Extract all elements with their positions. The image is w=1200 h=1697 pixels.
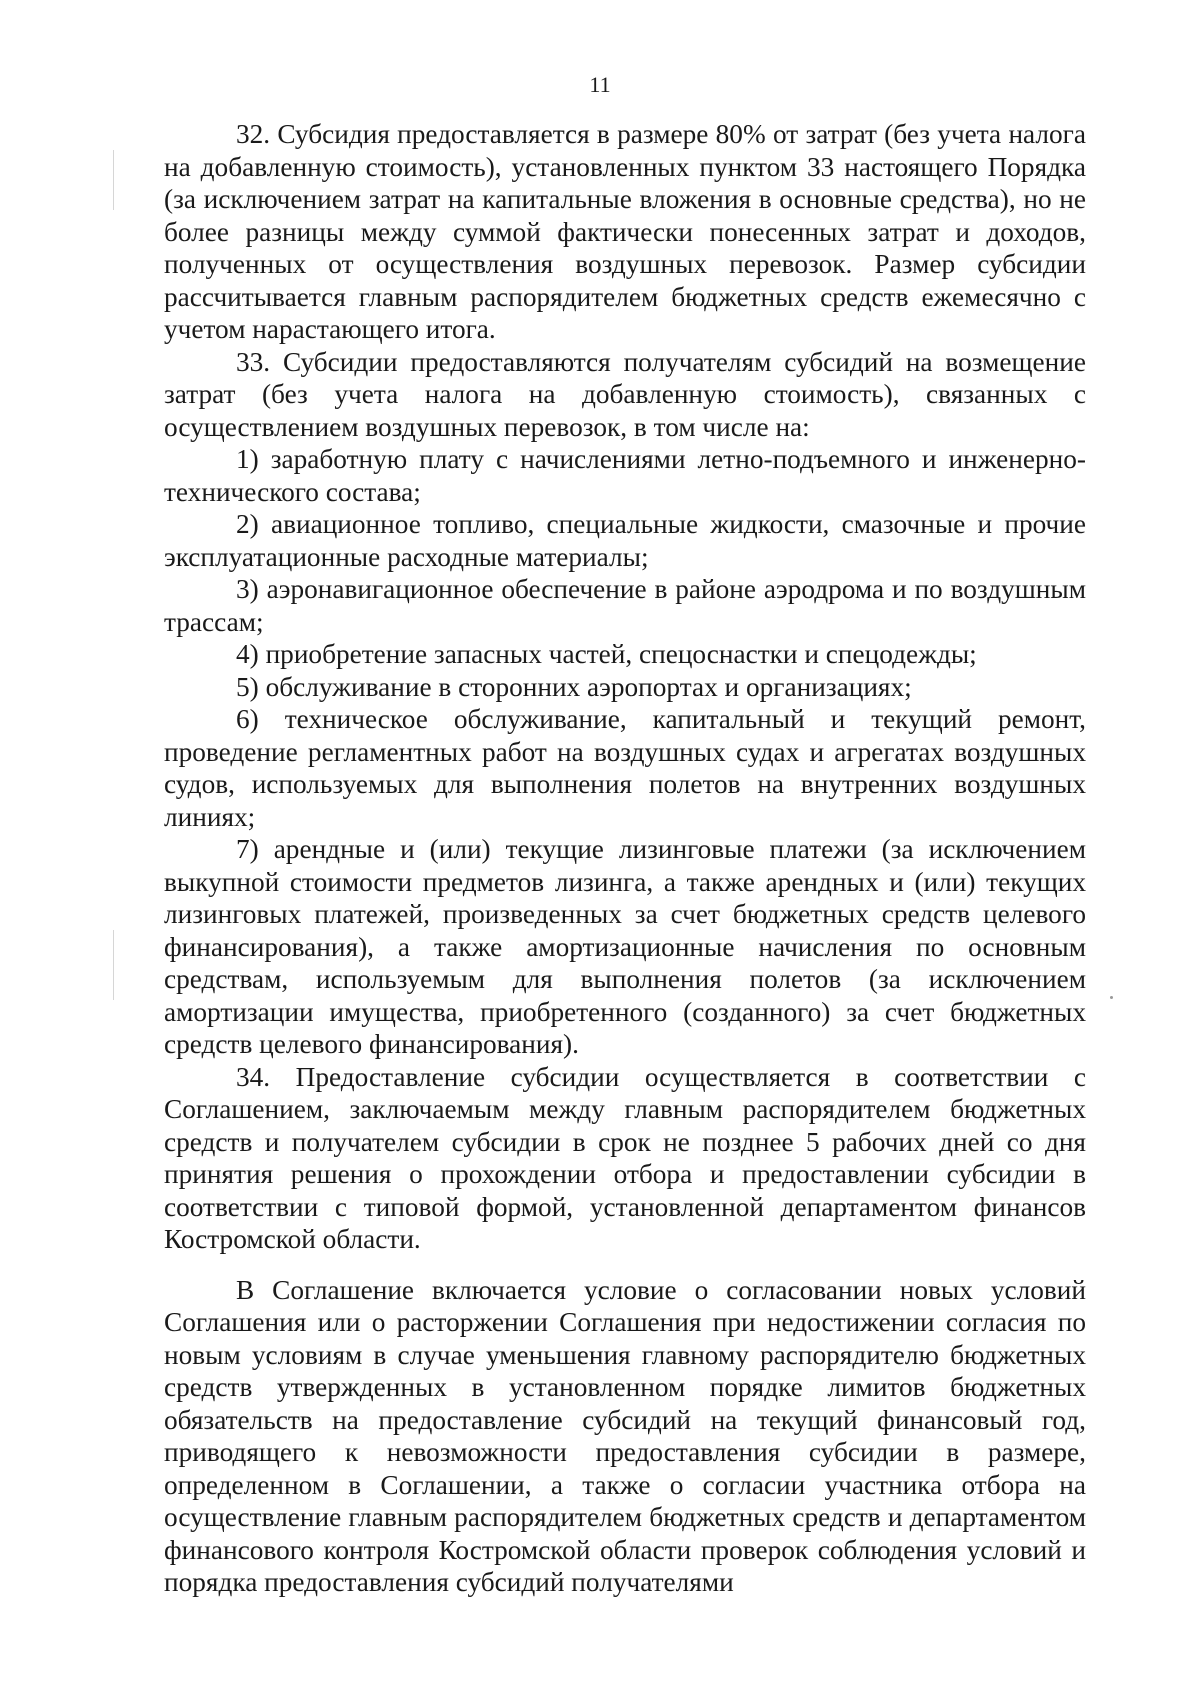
- document-body: [164, 118, 1086, 1599]
- list-item-6: 6) техническое обслуживание, капитальный и текущий ремонт, проведение регламентных работ на воздушных судах и агрегатах воздушных судов, используемых для выполнения полетов на внутренних воздушных линиях;: [164, 704, 1086, 832]
- list-item-1: 1) заработную плату с начислениями летно-подъемного и инженерно-технического состава;: [164, 444, 1086, 507]
- scan-speck: [1110, 996, 1113, 999]
- list-item-5: 5) обслуживание в сторонних аэропортах и организациях;: [236, 671, 912, 702]
- list-item-3: 3) аэронавигационное обеспечение в районе аэродрома и по воздушным трассам;: [164, 574, 1086, 637]
- paragraph-32: 32. Субсидия предоставляется в размере 80% от затрат (без учета налога на добавленную стоимость), установленных пунктом 33 настоящего Порядка (за исключением затрат на капитальные вложения в основные средства), но не более разницы между суммой фактически понесенных затрат и доходов, полученных от осуществления воздушных перевозок. Размер субсидии рассчитывается главным распорядителем бюджетных средств ежемесячно с учетом нарастающего итога.: [164, 119, 1086, 344]
- paragraph-agreement: В Соглашение включается условие о согласовании новых условий Соглашения или о расторжении Соглашения при недостижении согласия по новым условиям в случае уменьшения главному распорядителю бюджетных средств утвержденных в установленном порядке лимитов бюджетных обязательств на предоставление субсидий на текущий финансовый год, приводящего к невозможности предоставления субсидии в размере, определенном в Соглашении, а также о согласии участника отбора на осуществление главным распорядителем бюджетных средств и департаментом финансового контроля Костромской области проверок соблюдения условий и порядка предоставления субсидий получателями: [164, 1274, 1086, 1597]
- scan-margin-mark: [113, 150, 114, 210]
- list-item-2: 2) авиационное топливо, специальные жидкости, смазочные и прочие эксплуатационные расходные материалы;: [164, 509, 1086, 572]
- page-number: 11: [589, 72, 611, 97]
- scan-margin-mark: [113, 930, 114, 1000]
- paragraph-33: 33. Субсидии предоставляются получателям субсидий на возмещение затрат (без учета налога на добавленную стоимость), связанных с осуществлением воздушных перевозок, в том числе на:: [164, 346, 1086, 442]
- paragraph-34: 34. Предоставление субсидии осуществляется в соответствии с Соглашением, заключаемым между главным распорядителем бюджетных средств и получателем субсидии в срок не позднее 5 рабочих дней со дня принятия решения о прохождении отбора и предоставлении субсидии в соответствии с типовой формой, установленной департаментом финансов Костромской области.: [164, 1061, 1086, 1254]
- list-item-4: 4) приобретение запасных частей, спецоснастки и спецодежды;: [236, 639, 977, 669]
- list-item-7: 7) арендные и (или) текущие лизинговые платежи (за исключением выкупной стоимости предметов лизинга, а также арендных и (или) текущих лизинговых платежей, произведенных за счет бюджетных средств целевого финансирования), а также амортизационные начисления по основным средствам, используемым для выполнения полетов (за исключением амортизации имущества, приобретенного (созданного) за счет бюджетных средств целевого финансирования).: [164, 834, 1086, 1059]
